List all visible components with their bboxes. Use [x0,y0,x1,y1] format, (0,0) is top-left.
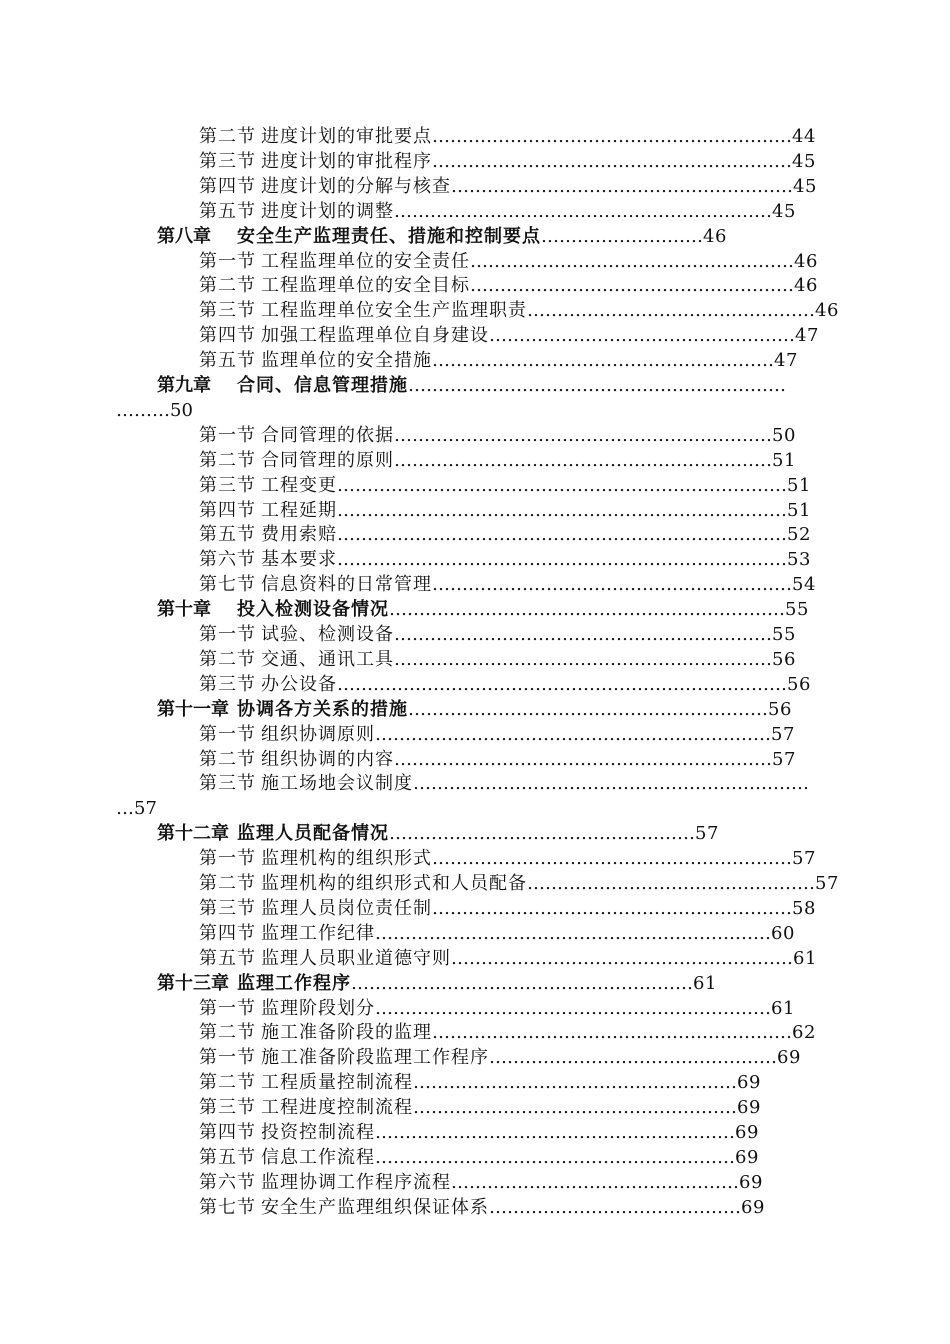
toc-entry-number: 第二节 [199,126,256,147]
toc-entry-number: 第三节 [199,300,256,322]
toc-page-number: 45 [772,200,796,222]
toc-entry-number: 第五节 [199,1146,256,1168]
toc-leader-dots: ……………………………………………… [470,250,794,272]
toc-entry-number: 第三节 [199,1097,256,1119]
toc-page-number: 51 [787,499,811,521]
toc-leader-dots: ………………………………………………………… [375,723,771,745]
toc-page-number: 52 [787,524,811,546]
toc-entry-title: 费用索赔 [261,524,337,546]
toc-leader-dots: ……………………………………………………… [394,624,772,645]
toc-entry-title: 监理人员岗位责任制 [261,897,432,919]
toc-page-number: 47 [774,350,798,372]
toc-entry-number: 第二节 [199,648,256,670]
toc-entry-title: 施工准备阶段监理工作程序 [261,1047,489,1069]
toc-section-entry[interactable] [199,423,796,448]
toc-entry-title: 监理人员职业道德守则 [261,947,451,969]
toc-chapter-entry[interactable] [157,373,786,398]
toc-leader-dots: ……………………………………………………… [394,449,772,471]
toc-entry-number: 第五节 [199,200,256,222]
toc-entry-number: 第十章 [157,599,211,621]
toc-entry-title: 组织协调的内容 [261,748,394,770]
toc-entry-title: 工程进度控制流程 [261,1097,413,1119]
toc-entry-number: 第二节 [199,873,256,894]
toc-entry-number: 第三节 [199,474,256,496]
toc-entry-title: 监理机构的组织形式和人员配备 [261,873,527,894]
toc-entry-number: 第六节 [199,549,256,571]
toc-section-entry[interactable] [199,572,816,597]
toc-page-number: 57 [772,748,796,770]
toc-page-number: 57 [792,848,816,870]
toc-entry-number: 第七节 [199,1196,256,1218]
toc-page-number: 69 [739,1171,763,1193]
toc-section-entry[interactable] [199,771,809,796]
toc-leader-dots: ………………………………………… [527,873,815,894]
toc-leader-dots: …………………………………………… [389,823,695,845]
toc-entry-number: 第三节 [199,773,256,795]
toc-page-number: 58 [792,897,816,919]
toc-leader-dots: ………………………………………………… [432,350,774,372]
toc-entry-title: 工程监理单位安全生产监理职责 [261,300,527,322]
toc-entry-number: 第二节 [199,449,256,471]
toc-section-entry[interactable] [199,622,796,647]
toc-page-number: 54 [792,574,816,596]
toc-entry-title: 投入检测设备情况 [237,599,389,621]
toc-entry-title: 试验、检测设备 [261,624,394,645]
toc-page-number: 69 [741,1196,765,1218]
toc-section-entry[interactable] [199,522,811,547]
toc-leader-dots: ……………………………………………… [470,275,794,297]
toc-leader-dots: ……………………………………………………… [394,748,772,770]
toc-page-number: 51 [772,449,796,471]
toc-entry-number: 第十一章 [157,698,229,720]
toc-entry-number: 第四节 [199,325,256,347]
toc-section-entry[interactable] [199,547,811,572]
toc-page-number: 56 [768,698,792,720]
toc-leader-dots: ………………………………………… [489,1047,777,1069]
toc-page-number: 69 [735,1146,759,1168]
toc-leader-dots: ………………………………………… [451,1171,739,1193]
toc-wrap-text: …57 [116,798,157,820]
toc-page-number: 61 [693,972,717,994]
toc-entry-title: 监理人员配备情况 [237,823,389,845]
toc-entry-number: 第三节 [199,150,256,172]
toc-page-number: 61 [793,947,817,969]
toc-entry-number: 第三节 [199,897,256,919]
toc-leader-dots: ……………………………………………………… [394,424,772,446]
toc-section-entry[interactable] [199,149,816,174]
toc-section-entry[interactable] [199,647,796,672]
toc-entry-title: 信息资料的日常管理 [261,574,432,596]
toc-page-number: 46 [815,300,839,322]
toc-section-entry[interactable] [199,174,817,199]
toc-section-entry[interactable] [199,473,811,498]
toc-section-entry[interactable] [199,1170,763,1195]
toc-chapter-entry[interactable] [157,597,809,622]
toc-page-number: 45 [792,150,816,172]
toc-entry-number: 第一节 [199,997,256,1019]
toc-entry-title: 进度计划的审批程序 [261,150,432,172]
toc-entry-number: 第一节 [199,1047,256,1069]
toc-entry-number: 第四节 [199,499,256,521]
toc-leader-dots: ………………………………………………………… [413,773,809,795]
toc-entry-number: 第一节 [199,848,256,870]
toc-page-number: 69 [735,1122,759,1143]
toc-leader-dots: …………………………………………………… [432,1022,792,1044]
toc-page-number: 55 [772,624,796,645]
toc-entry-number: 第九章 [157,375,211,396]
toc-leader-dots: ……………………… [541,225,703,247]
toc-page-number: 62 [792,1022,816,1044]
toc-page-number: 57 [815,873,839,894]
toc-entry-title: 工程质量控制流程 [261,1072,413,1094]
toc-entry-title: 信息工作流程 [261,1146,375,1168]
toc-page-number: 46 [794,275,818,297]
toc-entry-title: 监理机构的组织形式 [261,848,432,870]
toc-leader-dots: ……………………………………………… [413,1097,737,1119]
toc-entry-title: 交通、通讯工具 [261,648,394,670]
toc-leader-dots: ………………………………………………………………… [337,474,787,496]
toc-page-number: 53 [787,549,811,571]
toc-entry-title: 监理阶段划分 [261,997,375,1019]
toc-page-number: 44 [792,126,816,147]
toc-entry-title: 工程变更 [261,474,337,496]
toc-entry-title: 合同管理的依据 [261,424,394,446]
toc-page-number: 57 [771,723,795,745]
toc-entry-title: 办公设备 [261,673,337,695]
toc-section-entry[interactable] [199,946,817,971]
toc-entry-title: 安全生产监理责任、措施和控制要点 [237,225,541,247]
toc-entry-number: 第十三章 [157,972,229,994]
toc-entry-number: 第四节 [199,922,256,944]
toc-section-entry[interactable] [199,1045,801,1070]
toc-section-entry[interactable] [199,498,811,523]
toc-leader-dots: …………………………………………………… [432,150,792,172]
toc-section-entry[interactable] [199,298,839,323]
toc-leader-dots: ………………………………………………………… [375,922,771,944]
toc-entry-title: 施工准备阶段的监理 [261,1022,432,1044]
toc-section-entry[interactable] [199,448,796,473]
toc-entry-title: 安全生产监理组织保证体系 [261,1196,489,1218]
toc-page-number: 45 [793,175,817,197]
toc-leader-dots: ……………………………………………………… [408,375,786,396]
toc-entry-number: 第十二章 [157,823,229,845]
toc-entry-number: 第二节 [199,275,256,297]
toc-leader-dots: …………………………………………………… [432,126,792,147]
toc-entry-title: 协调各方关系的措施 [237,698,408,720]
toc-entry-title: 工程监理单位的安全目标 [261,275,470,297]
toc-wrap-line [116,796,157,821]
toc-entry-title: 监理工作程序 [237,972,351,994]
toc-leader-dots: ………………………………………………………………… [337,549,787,571]
toc-chapter-entry[interactable] [157,224,727,249]
toc-section-entry[interactable] [199,996,795,1021]
toc-section-entry[interactable] [199,323,819,348]
toc-leader-dots: ……………………………………………………… [394,648,772,670]
toc-entry-number: 第八章 [157,225,211,247]
toc-leader-dots: ………………………………………………… [351,972,693,994]
toc-entry-number: 第四节 [199,1122,256,1143]
toc-page-number: 55 [785,599,809,621]
toc-entry-title: 工程延期 [261,499,337,521]
toc-page-number: 57 [695,823,719,845]
toc-section-entry[interactable] [199,124,816,149]
toc-entry-number: 第一节 [199,723,256,745]
toc-section-entry[interactable] [199,1120,759,1145]
toc-wrap-text: ………50 [116,399,193,421]
toc-entry-title: 监理工作纪律 [261,922,375,944]
toc-entry-title: 进度计划的调整 [261,200,394,222]
toc-page-number: 50 [772,424,796,446]
toc-entry-number: 第二节 [199,748,256,770]
toc-section-entry[interactable] [199,1070,761,1095]
toc-leader-dots: ………………………………………………………………… [337,499,787,521]
toc-entry-title: 投资控制流程 [261,1122,375,1143]
toc-page-number: 51 [787,474,811,496]
toc-entry-title: 监理单位的安全措施 [261,350,432,372]
toc-leader-dots: …………………………………………… [489,325,795,347]
toc-page-number: 47 [795,325,819,347]
toc-entry-title: 监理协调工作程序流程 [261,1171,451,1193]
toc-section-entry[interactable] [199,896,816,921]
toc-page-number: 61 [771,997,795,1019]
toc-entry-title: 合同、信息管理措施 [237,375,408,396]
toc-section-entry[interactable] [199,1020,816,1045]
toc-entry-number: 第二节 [199,1022,256,1044]
toc-entry-number: 第一节 [199,250,256,272]
toc-section-entry[interactable] [199,846,816,871]
toc-page-number: 46 [794,250,818,272]
toc-entry-number: 第一节 [199,424,256,446]
toc-leader-dots: …………………………………………………… [375,1146,735,1168]
toc-wrap-line [116,398,193,423]
toc-entry-title: 进度计划的审批要点 [261,126,432,147]
toc-entry-title: 基本要求 [261,549,337,571]
toc-section-entry[interactable] [199,273,818,298]
toc-chapter-entry[interactable] [157,821,719,846]
toc-entry-number: 第五节 [199,524,256,546]
toc-leader-dots: ……………………………………………… [413,1072,737,1094]
toc-entry-number: 第四节 [199,175,256,197]
toc-entry-number: 第一节 [199,624,256,645]
toc-leader-dots: ………………………………………………… [451,175,793,197]
toc-section-entry[interactable] [199,199,796,224]
toc-entry-title: 进度计划的分解与核查 [261,175,451,197]
toc-page-number: 69 [737,1072,761,1094]
toc-entry-title: 工程监理单位的安全责任 [261,250,470,272]
toc-entry-number: 第五节 [199,350,256,372]
toc-section-entry[interactable] [199,348,798,373]
toc-leader-dots: …………………………………………………… [432,897,792,919]
toc-section-entry[interactable] [199,1145,759,1170]
toc-section-entry[interactable] [199,871,839,896]
toc-page-number: 69 [737,1097,761,1119]
toc-page-number: 56 [787,673,811,695]
toc-section-entry[interactable] [199,722,795,747]
toc-entry-number: 第七节 [199,574,256,596]
toc-page-number: 56 [772,648,796,670]
toc-page-number: 69 [777,1047,801,1069]
toc-leader-dots: …………………………………………………… [432,848,792,870]
toc-section-entry[interactable] [199,249,818,274]
toc-leader-dots: ………………………………………………… [451,947,793,969]
toc-leader-dots: ……………………………………………………… [394,200,772,222]
toc-leader-dots: …………………………………………………… [408,698,768,720]
toc-leader-dots: …………………………………………………… [375,1122,735,1143]
toc-leader-dots: ………………………………………………………… [375,997,771,1019]
toc-chapter-entry[interactable] [157,971,717,996]
toc-leader-dots: ………………………………………………………… [389,599,785,621]
toc-entry-number: 第五节 [199,947,256,969]
toc-chapter-entry[interactable] [157,697,792,722]
toc-page-number: 60 [771,922,795,944]
toc-entry-title: 组织协调原则 [261,723,375,745]
toc-entry-number: 第三节 [199,673,256,695]
toc-section-entry[interactable] [199,747,796,772]
toc-leader-dots: …………………………………… [489,1196,741,1218]
toc-entry-title: 合同管理的原则 [261,449,394,471]
toc-entry-title: 加强工程监理单位自身建设 [261,325,489,347]
toc-section-entry[interactable] [199,1095,761,1120]
toc-entry-title: 施工场地会议制度 [261,773,413,795]
toc-section-entry[interactable] [199,672,811,697]
toc-leader-dots: …………………………………………………… [432,574,792,596]
toc-section-entry[interactable] [199,1195,765,1220]
toc-leader-dots: ………………………………………… [527,300,815,322]
toc-page-number: 46 [703,225,727,247]
toc-leader-dots: ………………………………………………………………… [337,673,787,695]
toc-entry-number: 第六节 [199,1171,256,1193]
toc-section-entry[interactable] [199,921,795,946]
toc-leader-dots: ………………………………………………………………… [337,524,787,546]
toc-entry-number: 第二节 [199,1072,256,1094]
